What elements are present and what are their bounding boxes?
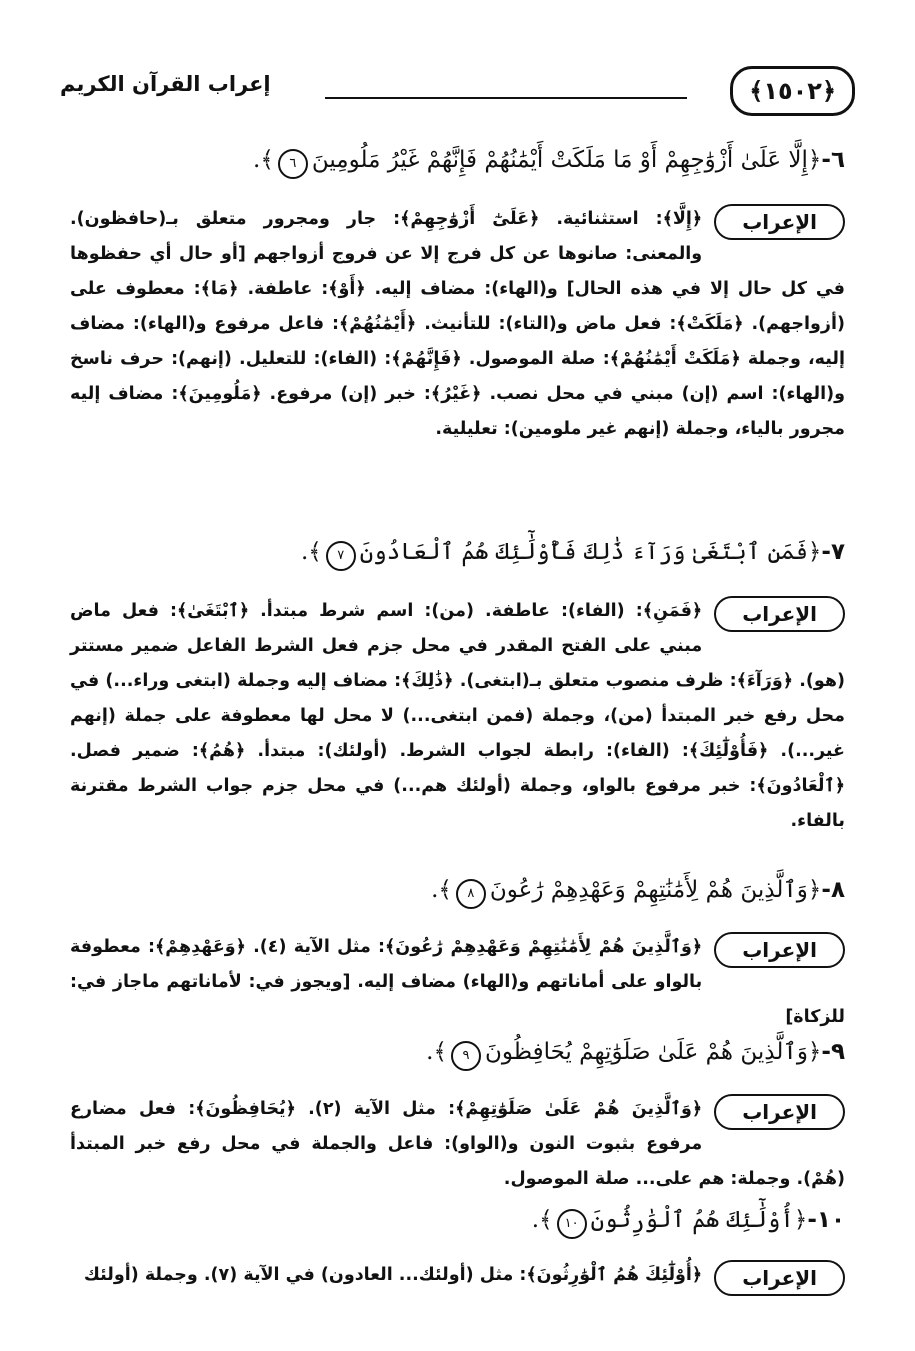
verse-section-9 [70, 1032, 845, 1197]
page-number: ﴿١٥٠٢﴾ [730, 66, 855, 116]
verse-number: ٨- [821, 877, 845, 903]
verse-end: ﴾. [253, 147, 274, 173]
irab-paragraph [70, 1258, 845, 1293]
verse-end: ﴾. [531, 1207, 553, 1233]
irab-text: ﴿وَٱلَّذِينَ هُمْ عَلَىٰ صَلَوَٰتِهِمْ﴾: مثل الآية (٢). ﴿يُحَافِظُونَ﴾: فعل مضارع مرفوع بثبوت النون و(الواو): فاعل والجملة في محل رفع خبر المبتدأ (هُمْ). وجملة: هم على... صلة الموصول. [70, 1099, 845, 1189]
irab-label: الإعراب [714, 596, 845, 632]
verse-line [70, 870, 845, 910]
verse-mark: ٨ [456, 879, 486, 909]
irab-text: ﴿أُوْلَٰٓئِكَ هُمُ ٱلْوَٰرِثُونَ﴾: مثل (أولئك... العادون) في الآية (٧). وجملة (أولئك [83, 1265, 703, 1285]
verse-section-7 [70, 532, 845, 839]
verse-text: ﴿أُوْلَٰٓئِكَ هُمُ ٱلْوَٰرِثُونَ [590, 1207, 808, 1233]
verse-mark: ٧ [326, 541, 356, 571]
verse-text: ﴿فَمَنِ ٱبْتَغَىٰ وَرَآءَ ذَٰلِكَ فَأُوْلَٰٓئِكَ هُمُ ٱلْعَادُونَ [359, 539, 822, 565]
verse-line [70, 1200, 845, 1240]
irab-paragraph [70, 594, 845, 839]
verse-number: ٩- [821, 1039, 845, 1065]
verse-line [70, 1032, 845, 1072]
verse-section-8 [70, 870, 845, 1035]
verse-end: ﴾. [300, 539, 322, 565]
irab-label: الإعراب [714, 204, 845, 240]
verse-mark: ٦ [278, 149, 308, 179]
verse-end: ﴾. [426, 1039, 447, 1065]
irab-label: الإعراب [714, 1094, 845, 1130]
verse-section-6 [70, 140, 845, 447]
verse-end: ﴾. [431, 877, 452, 903]
irab-text: ﴿فَمَنِ﴾: (الفاء): عاطفة. (من): اسم شرط مبتدأ. ﴿ٱبْتَغَىٰ﴾: فعل ماض مبني على الفتح المقدر في محل جزم فعل الشرط الفاعل ضمير مستتر (هو). ﴿وَرَآءَ﴾: ظرف منصوب متعلق بـ(ابتغى). ﴿ذَٰلِكَ﴾: مضاف إليه وجملة (ابتغى وراء...) في محل رفع خبر المبتدأ (من)، وجملة (فمن ابتغى...) لا محل لها معطوفة على جملة (إنهم غير...). ﴿فَأُوْلَٰٓئِكَ﴾: (الفاء): رابطة لجواب الشرط. (أولئك): مبتدأ. ﴿هُمُ﴾: ضمير فصل. ﴿ٱلْعَادُونَ﴾: خبر مرفوع بالواو، وجملة (أولئك هم...) في محل جزم جواب الشرط مقترنة بالفاء. [70, 601, 845, 831]
irab-label: الإعراب [714, 1260, 845, 1296]
verse-number: ٧- [821, 539, 845, 565]
book-title: إعراب القرآن الكريم [60, 72, 271, 96]
verse-text: ﴿وَٱلَّذِينَ هُمْ عَلَىٰ صَلَوَٰتِهِمْ يُحَافِظُونَ [484, 1039, 822, 1065]
header-rule [325, 97, 687, 99]
verse-number: ٦- [821, 147, 845, 173]
verse-section-10 [70, 1200, 845, 1296]
verse-text: ﴿إِلَّا عَلَىٰ أَزْوَٰجِهِمْ أَوْ مَا مَلَكَتْ أَيْمَٰنُهُمْ فَإِنَّهُمْ غَيْرُ مَلُومِينَ [311, 147, 822, 173]
verse-mark: ٩ [451, 1041, 481, 1071]
verse-line [70, 140, 845, 180]
page-header [60, 66, 855, 116]
irab-paragraph [70, 930, 845, 1035]
verse-text: ﴿وَٱلَّذِينَ هُمْ لِأَمَٰنَٰتِهِمْ وَعَهْدِهِمْ رَٰعُونَ [489, 877, 822, 903]
irab-text: ﴿إِلَّا﴾: استثنائية. ﴿عَلَىٰٓ أَزْوَٰجِهِمْ﴾: جار ومجرور متعلق بـ(حافظون). والمعنى: صانوها عن كل فرج إلا عن فروج أزواجهم [أو حال أي حفظوها في كل حال إلا في هذه الحال] و(الهاء): مضاف إليه. ﴿أَوْ﴾: عاطفة. ﴿مَا﴾: معطوف على (أزواجهم). ﴿مَلَكَتْ﴾: فعل ماض و(التاء): للتأنيث. ﴿أَيْمَٰنُهُمْ﴾: فاعل مرفوع و(الهاء): مضاف إليه، وجملة ﴿مَلَكَتْ أَيْمَٰنُهُمْ﴾: صلة الموصول. ﴿فَإِنَّهُمْ﴾: (الفاء): للتعليل. (إنهم): حرف ناسخ و(الهاء): اسم (إن) مبني في محل نصب. ﴿غَيْرُ﴾: خبر (إن) مرفوع. ﴿مَلُومِينَ﴾: مضاف إليه مجرور بالياء، وجملة (إنهم غير ملومين): تعليلية. [70, 209, 845, 439]
irab-paragraph [70, 202, 845, 447]
verse-line [70, 532, 845, 572]
irab-label: الإعراب [714, 932, 845, 968]
verse-mark: ١٠ [557, 1209, 587, 1239]
verse-number: ١٠- [807, 1207, 845, 1233]
irab-text: ﴿وَٱلَّذِينَ هُمْ لِأَمَٰنَٰتِهِمْ وَعَهْدِهِمْ رَٰعُونَ﴾: مثل الآية (٤). ﴿وَعَهْدِهِمْ﴾: معطوفة بالواو على أماناتهم و(الهاء) مضاف إليه. [ويجوز في: لأماناتهم ماجاز في: للزكاة] [70, 937, 845, 1027]
irab-paragraph [70, 1092, 845, 1197]
